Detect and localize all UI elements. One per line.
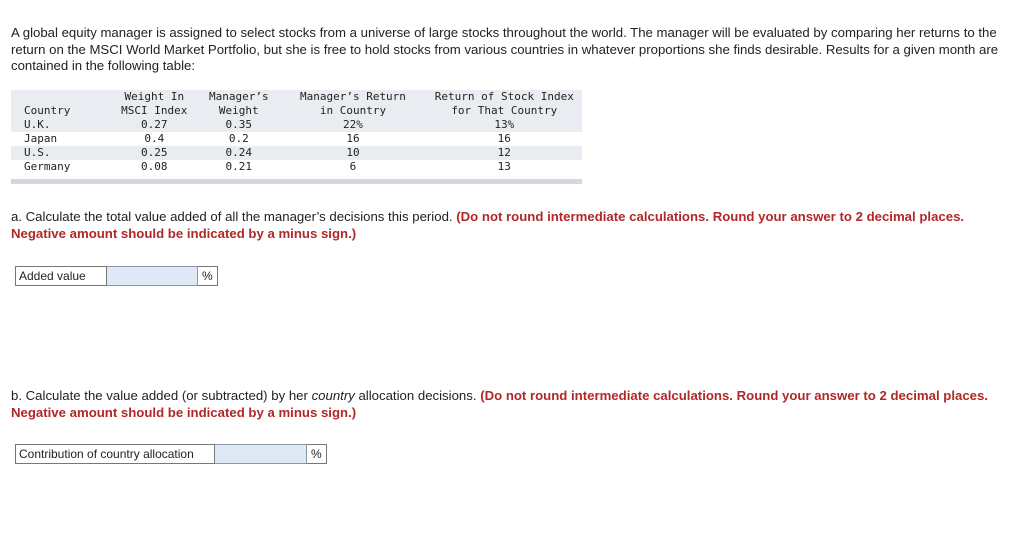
cell-manager-return: 6 [349,160,357,173]
cell-index-return: 13 [497,160,511,173]
cell-manager-weight: 0.2 [228,132,249,145]
answer-row-b [15,444,327,464]
table-row [11,118,582,132]
question-b-text-after: allocation decisions. [354,388,477,403]
table-row [11,160,582,174]
question-a-instruction: (Do not round intermediate calculations. Round your answer to 2 decimal places. Negative amount should be indicated by a minus sign.) [11,209,965,241]
cell-country: Germany [24,160,71,173]
cell-manager-weight: 0.35 [225,118,253,131]
table-header-row [11,90,582,118]
cell-country: Japan [24,132,58,145]
question-b [11,387,1011,421]
header-country: Country [24,104,71,117]
header-manager-weight: Manager’s Weight [208,90,269,117]
cell-manager-return: 10 [346,146,360,159]
table-row [11,132,582,146]
header-index-return: Return of Stock Index for That Country [434,90,574,117]
added-value-label: Added value [15,266,107,286]
cell-manager-return: 16 [346,132,360,145]
cell-manager-weight: 0.21 [225,160,253,173]
cell-msci-weight: 0.25 [141,146,168,159]
header-manager-return: Manager’s Return in Country [299,90,406,117]
data-table-container [11,90,582,184]
cell-country: U.K. [24,118,51,131]
answer-row-a [15,266,218,286]
question-a-text: a. Calculate the total value added of all the manager’s decisions this period. [11,209,453,224]
percent-unit-b: % [307,444,327,464]
percent-unit-a: % [198,266,218,286]
question-b-text-before: b. Calculate the value added (or subtracted) by her [11,388,312,403]
question-a [11,208,1011,242]
cell-msci-weight: 0.08 [141,160,168,173]
cell-manager-weight: 0.24 [225,146,253,159]
question-b-text-italic: country [311,388,355,403]
country-allocation-label: Contribution of country allocation [15,444,215,464]
cell-manager-return: 22% [343,118,363,131]
added-value-input[interactable] [107,266,198,286]
question-b-instruction: (Do not round intermediate calculations. Round your answer to 2 decimal places. Negative amount should be indicated by a minus sign.) [11,388,989,420]
cell-msci-weight: 0.4 [144,132,165,145]
country-allocation-input[interactable] [215,444,307,464]
table-row [11,146,582,160]
cell-msci-weight: 0.27 [141,118,168,131]
cell-index-return: 16 [497,132,511,145]
header-msci-weight: Weight In MSCI Index [121,90,188,117]
cell-index-return: 12 [497,146,511,159]
cell-country: U.S. [24,146,51,159]
data-table [11,90,582,174]
table-bottom-divider [11,179,582,184]
problem-intro: A global equity manager is assigned to select stocks from a universe of large stocks throughout the world. The manager will be evaluated by comparing her returns to the return on the MSCI World Market Portfolio, but she is free to hold stocks from various countries in whatever proportions she finds desirable. Results for a given month are contained in the following table: [11,25,999,73]
cell-index-return: 13% [494,118,515,131]
